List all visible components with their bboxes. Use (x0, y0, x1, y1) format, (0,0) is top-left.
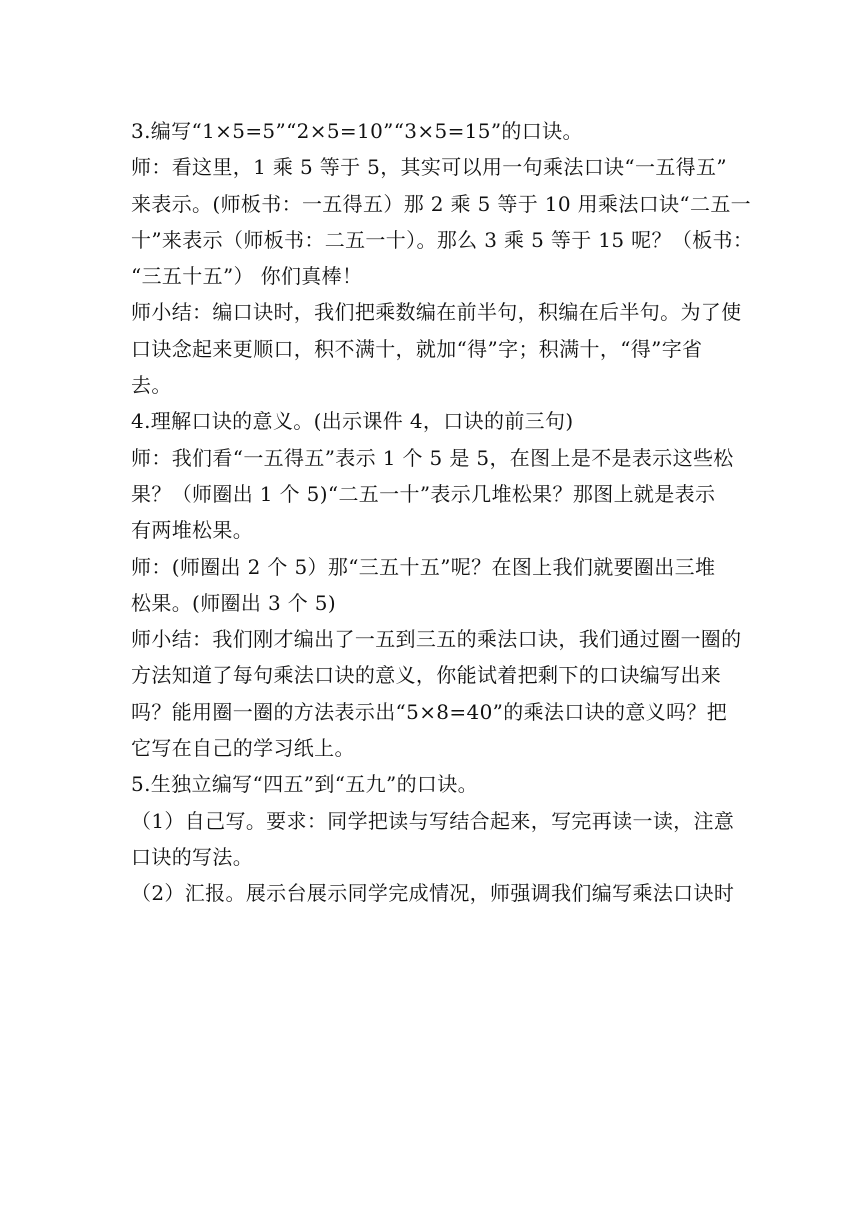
text-line: 有两堆松果。 (131, 518, 254, 543)
text-line: 它写在自己的学习纸上。 (131, 736, 355, 761)
text-line: “三五十五”） 你们真棒！ (131, 264, 363, 289)
text-line: 松果。(师圈出 3 个 5) (131, 590, 337, 615)
text-line: （1）自己写。要求：同学把读与写结合起来，写完再读一读，注意 (131, 808, 735, 833)
text-line: 吗？能用圈一圈的方法表示出“5×8=40”的乘法口诀的意义吗？把 (131, 699, 728, 724)
text-line: 口诀的写法。 (131, 844, 254, 869)
text-line: 师：看这里，1 乘 5 等于 5，其实可以用一句乘法口诀“一五得五” (131, 155, 727, 180)
text-line: 师小结：我们刚才编出了一五到三五的乘法口诀，我们通过圈一圈的 (131, 627, 742, 652)
text-line: 去。 (131, 373, 172, 398)
text-line: 来表示。(师板书：一五得五）那 2 乘 5 等于 10 用乘法口诀“二五一 (131, 191, 752, 216)
text-line: 果？（师圈出 1 个 5)“二五一十”表示几堆松果？那图上就是表示 (131, 481, 716, 506)
text-line: 口诀念起来更顺口，积不满十，就加“得”字；积满十，“得”字省 (131, 336, 703, 361)
text-line: 师小结：编口诀时，我们把乘数编在前半句，积编在后半句。为了使 (131, 300, 742, 325)
text-line: 十”来表示（师板书：二五一十）。那么 3 乘 5 等于 15 呢？（板书： (131, 227, 754, 252)
text-line: 师：我们看“一五得五”表示 1 个 5 是 5，在图上是不是表示这些松 (131, 445, 734, 470)
text-line: 3.编写“1×5=5”“2×5=10”“3×5=15”的口诀。 (131, 119, 583, 143)
text-line: （2）汇报。展示台展示同学完成情况，师强调我们编写乘法口诀时 (131, 881, 735, 906)
document-body (131, 113, 754, 912)
text-line: 5.生独立编写“四五”到“五九”的口诀。 (131, 772, 478, 797)
text-line: 师：(师圈出 2 个 5）那“三五十五”呢？在图上我们就要圈出三堆 (131, 554, 716, 579)
text-line: 方法知道了每句乘法口诀的意义，你能试着把剩下的口诀编写出来 (131, 663, 722, 688)
text-line: 4.理解口诀的意义。(出示课件 4，口诀的前三句) (131, 409, 574, 434)
